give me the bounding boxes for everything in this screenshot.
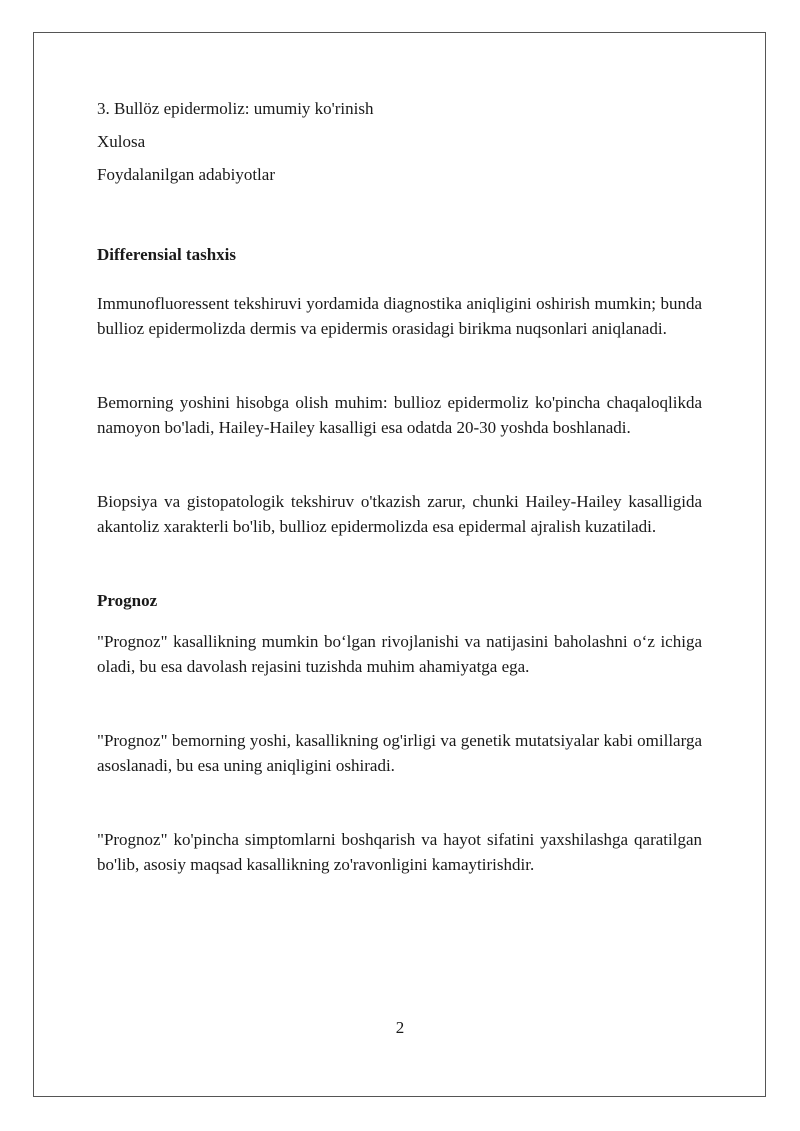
page-number: 2 <box>395 1018 405 1037</box>
paragraph: Bemorning yoshini hisobga olish muhim: bullioz epidermoliz ko'pincha chaqaloqlikda namoyon bo'ladi, Hailey-Hailey kasalligi esa odatda 20-30 yoshda boshlanadi. <box>97 393 702 437</box>
paragraph: "Prognoz" kasallikning mumkin bo‘lgan rivojlanishi va natijasini baholashni o‘z ichiga oladi, bu esa davolash rejasini tuzishda muhim ahamiyatga ega. <box>97 632 702 676</box>
section-heading-prognosis: Prognoz <box>97 591 158 610</box>
toc-item: 3. Bullöz epidermoliz: umumiy ko'rinish <box>97 99 374 118</box>
paragraph: "Prognoz" bemorning yoshi, kasallikning og'irligi va genetik mutatsiyalar kabi omillarga asoslanadi, bu esa uning aniqligini oshiradi. <box>97 731 702 775</box>
section-heading-differential: Differensial tashxis <box>97 245 236 264</box>
toc-item: Foydalanilgan adabiyotlar <box>97 165 275 184</box>
paragraph: "Prognoz" ko'pincha simptomlarni boshqarish va hayot sifatini yaxshilashga qaratilgan bo'lib, asosiy maqsad kasallikning zo'ravonligini kamaytirishdir. <box>97 830 702 874</box>
paragraph: Biopsiya va gistopatologik tekshiruv o'tkazish zarur, chunki Hailey-Hailey kasalligida akantoliz xarakterli bo'lib, bullioz epidermolizda esa epidermal ajralish kuzatiladi. <box>97 492 702 536</box>
paragraph: Immunofluoressent tekshiruvi yordamida diagnostika aniqligini oshirish mumkin; bunda bullioz epidermolizda dermis va epidermis orasidagi birikma nuqsonlari aniqlanadi. <box>97 294 702 338</box>
toc-item: Xulosa <box>97 132 146 151</box>
page-content <box>97 96 702 877</box>
